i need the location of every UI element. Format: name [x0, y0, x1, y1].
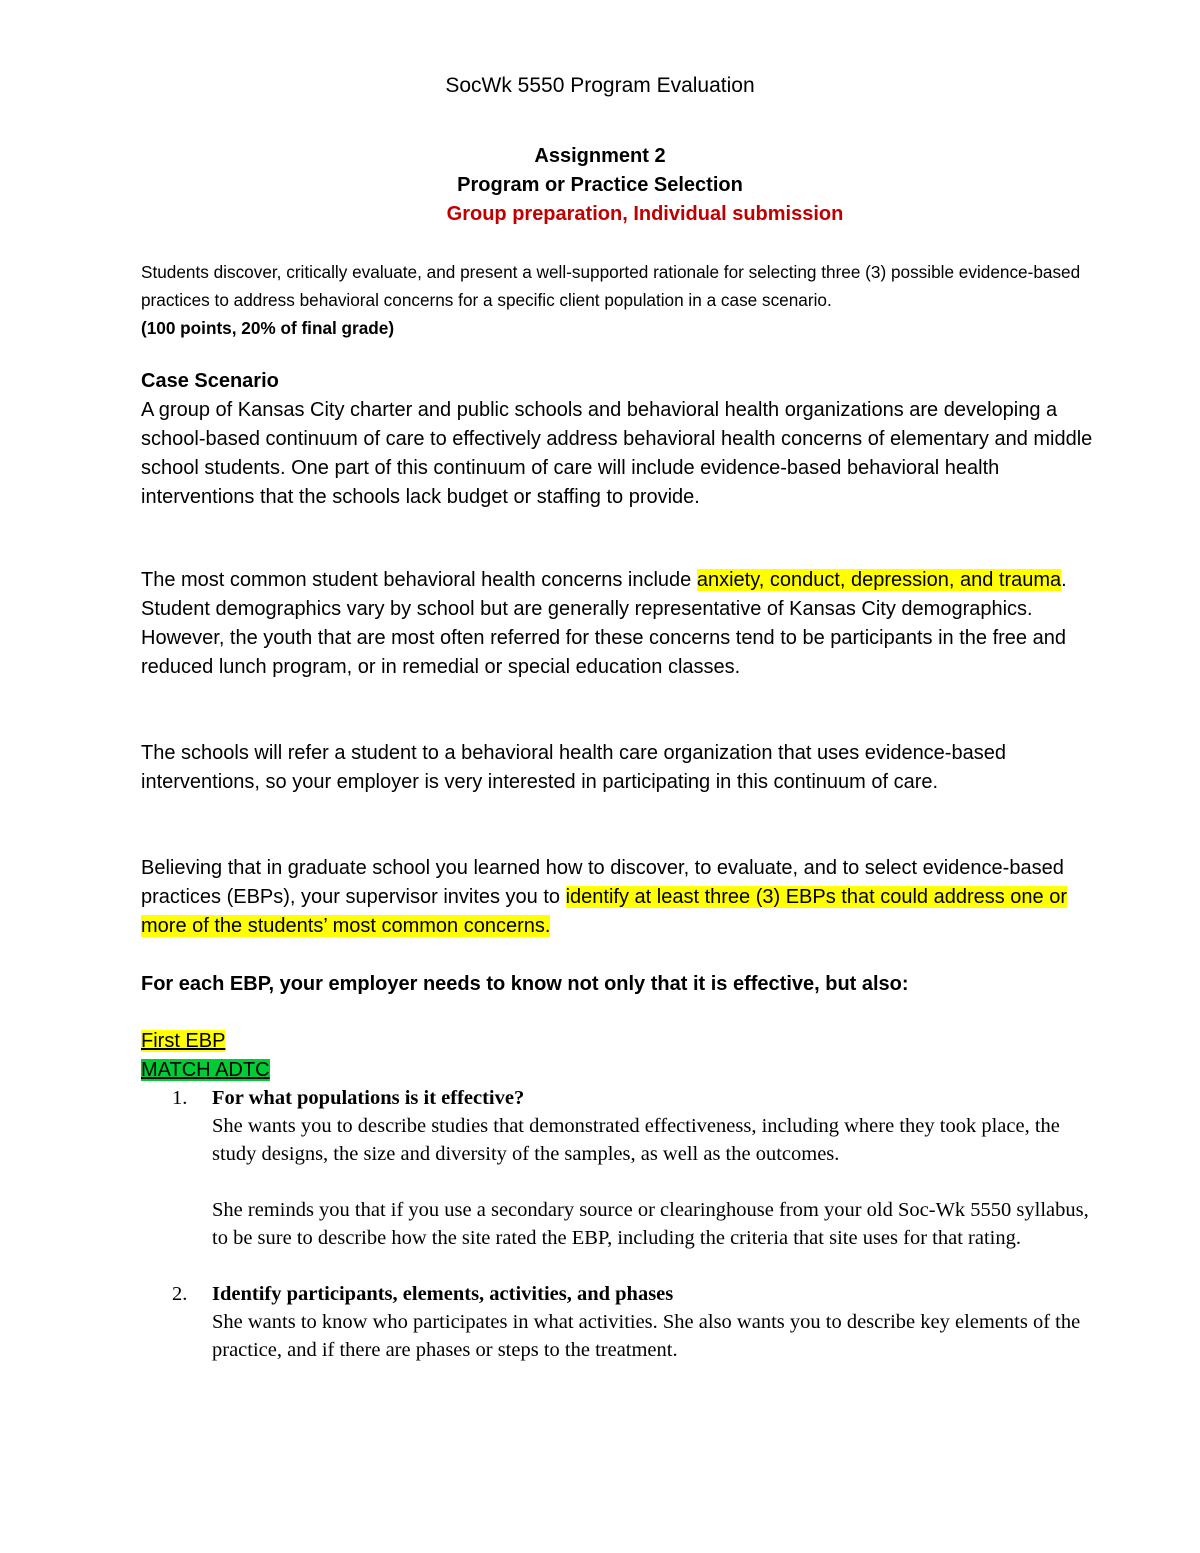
list-item — [141, 1280, 1101, 1364]
assignment-subtitle: Program or Practice Selection — [457, 174, 743, 196]
ebp-question-list — [141, 1084, 1101, 1364]
item-text: She wants you to describe studies that demonstrated effectiveness, including where they took place, the study designs, the size and diversity of the samples, as well as the outcomes. — [212, 1115, 1060, 1165]
case-scenario — [141, 367, 1101, 512]
concerns-rest: . Student demographics vary by school but are generally representative of Kansas City demographics. However, the youth that are most often referred for these concerns tend to be participants in the free and reduced lunch program, or in remedial or special education classes. — [141, 569, 1067, 678]
concerns-intro: The most common student behavioral health concerns include — [141, 569, 697, 591]
supervisor-intro: Believing that in graduate school you learned how to discover, to evaluate, and to select evidence-based practices (EBPs), your supervisor invites you to — [141, 857, 1064, 908]
item-number: 1. — [172, 1087, 188, 1109]
first-ebp-name: MATCH ADTC — [141, 1059, 270, 1081]
item-text: She reminds you that if you use a secondary source or clearinghouse from your old Soc-Wk 5550 syllabus, to be sure to describe how the site rated the EBP, including the criteria that site uses for that rating. — [212, 1199, 1089, 1249]
case-heading: Case Scenario — [141, 370, 279, 392]
first-ebp-block — [141, 1027, 1101, 1085]
concerns-highlight: anxiety, conduct, depression, and trauma — [696, 569, 1062, 591]
case-paragraph-2 — [141, 566, 1101, 682]
case-paragraph-3: The schools will refer a student to a behavioral health care organization that uses evidence-based interventions, so your employer is very interested in participating in this continuum of care. — [141, 742, 1006, 793]
case-paragraph-1: A group of Kansas City charter and public schools and behavioral health organizations are developing a school-based continuum of care to effectively address behavioral health concerns of elementary and middle school students. One part of this continuum of care will include evidence-based behavioral health interventions that the schools lack budget or staffing to provide. — [141, 399, 1093, 508]
first-ebp-label: First EBP — [141, 1030, 226, 1052]
ebp-task-highlight: identify at least three (3) EBPs that could address one or more of the students’ most common concerns. — [141, 886, 1067, 937]
item-number: 2. — [172, 1283, 188, 1305]
course-title: SocWk 5550 Program Evaluation — [445, 74, 755, 97]
intro-text: Students discover, critically evaluate, and present a well-supported rationale for selecting three (3) possible evidence-based practices to address behavioral concerns for a specific client population in a case scenario. — [141, 262, 1081, 310]
submission-note: Group preparation, Individual submission — [446, 203, 844, 225]
item-title: For what populations is it effective? — [212, 1087, 525, 1109]
case-paragraph-4 — [141, 854, 1101, 941]
list-item — [141, 1084, 1101, 1252]
assignment-heading — [0, 142, 1200, 229]
employer-needs: For each EBP, your employer needs to know not only that it is effective, but also: — [141, 973, 909, 995]
item-text: She wants to know who participates in what activities. She also wants you to describe key elements of the practice, and if there are phases or steps to the treatment. — [212, 1311, 1081, 1361]
intro-paragraph — [141, 258, 1101, 342]
grade-weight: (100 points, 20% of final grade) — [141, 318, 395, 338]
assignment-number: Assignment 2 — [534, 145, 666, 167]
item-title: Identify participants, elements, activities, and phases — [212, 1283, 674, 1305]
